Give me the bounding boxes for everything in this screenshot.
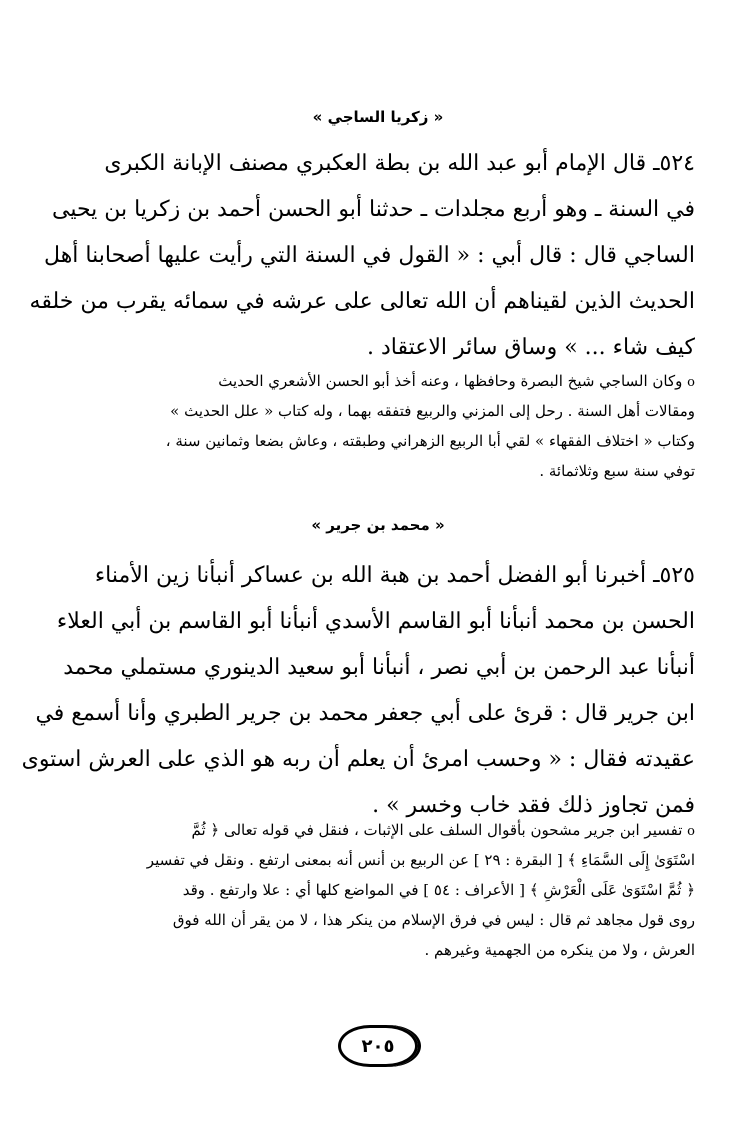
circle-marker-icon: o [687, 375, 695, 390]
text-line: الحديث الذين لقيناهم أن الله تعالى على عرشه في سمائه يقرب من خلقه [29, 289, 695, 314]
note-line [95, 366, 695, 396]
note-line: توفي سنة سبع وثلاثمائة . [539, 462, 695, 480]
entry-525-text [21, 553, 695, 829]
note-line: العرش ، ولا من ينكره من الجهمية وغيرهم . [424, 941, 695, 959]
entry-524-commentary [95, 366, 695, 486]
text-line: ابن جرير قال : قرئ على أبي جعفر محمد بن جرير الطبري وأنا أسمع في [35, 701, 695, 726]
note-line: روى قول مجاهد ثم قال : ليس في فرق الإسلام من ينكر هذا ، لا من يقر أن الله فوق [172, 911, 695, 929]
section-heading-zakariya: « زكريا الساجي » [312, 108, 444, 126]
text-line: ٥٢٥ـ أخبرنا أبو الفضل أحمد بن هبة الله بن عساكر أنبأنا زين الأمناء [94, 563, 695, 588]
note-line: ومقالات أهل السنة . رحل إلى المزني والربيع فتفقه بهما ، وله كتاب « علل الحديث » [170, 402, 695, 420]
circle-marker-icon: o [687, 824, 695, 839]
note-line [95, 815, 695, 845]
text-line: عقيدته فقال : « وحسب امرئ أن يعلم أن ربه هو الذي على العرش استوى [21, 747, 695, 772]
section-heading-ibn-jarir: « محمد بن جرير » [311, 516, 445, 534]
text-line: ٥٢٤ـ قال الإمام أبو عبد الله بن بطة العكبري مصنف الإبانة الكبرى [104, 151, 695, 176]
note-line: وكتاب « اختلاف الفقهاء » لقي أبا الربيع الزهراني وطبقته ، وعاش بضعا وثمانين سنة ، [165, 432, 695, 450]
text-line: الساجي قال : قال أبي : « القول في السنة التي رأيت عليها أصحابنا أهل [44, 243, 695, 268]
page-number [338, 1025, 418, 1067]
entry-525-commentary [95, 815, 695, 965]
note-line: ﴿ ثُمَّ اسْتَوَىٰ عَلَى الْعَرْشِ ﴾ [ الأعراف : ٥٤ ] في المواضع كلها أي : علا وارتفع . وقد [182, 881, 695, 899]
text-line: كيف شاء ... » وساق سائر الاعتقاد . [366, 335, 695, 360]
text-line: فمن تجاوز ذلك فقد خاب وخسر » . [372, 793, 695, 818]
text-line: أنبأنا عبد الرحمن بن أبي نصر ، أنبأنا أبو سعيد الدينوري مستملي محمد [63, 655, 695, 680]
page-number-text: ٢٠٥ [361, 1035, 395, 1057]
note-text: تفسير ابن جرير مشحون بأقوال السلف على الإثبات ، فنقل في قوله تعالى ﴿ ثُمَّ [191, 821, 683, 839]
note-text: وكان الساجي شيخ البصرة وحافظها ، وعنه أخذ أبو الحسن الأشعري الحديث [218, 372, 683, 390]
note-line: اسْتَوَىٰ إِلَى السَّمَاءِ ﴾ [ البقرة : ٢٩ ] عن الربيع بن أنس أنه بمعنى ارتفع . ونقل في تفسير [146, 851, 695, 869]
entry-524-text [29, 141, 695, 371]
text-line: في السنة ـ وهو أربع مجلدات ـ حدثنا أبو الحسن أحمد بن زكريا بن يحيى [51, 197, 695, 222]
text-line: الحسن بن محمد أنبأنا أبو القاسم الأسدي أنبأنا أبو القاسم بن أبي العلاء [56, 609, 695, 634]
